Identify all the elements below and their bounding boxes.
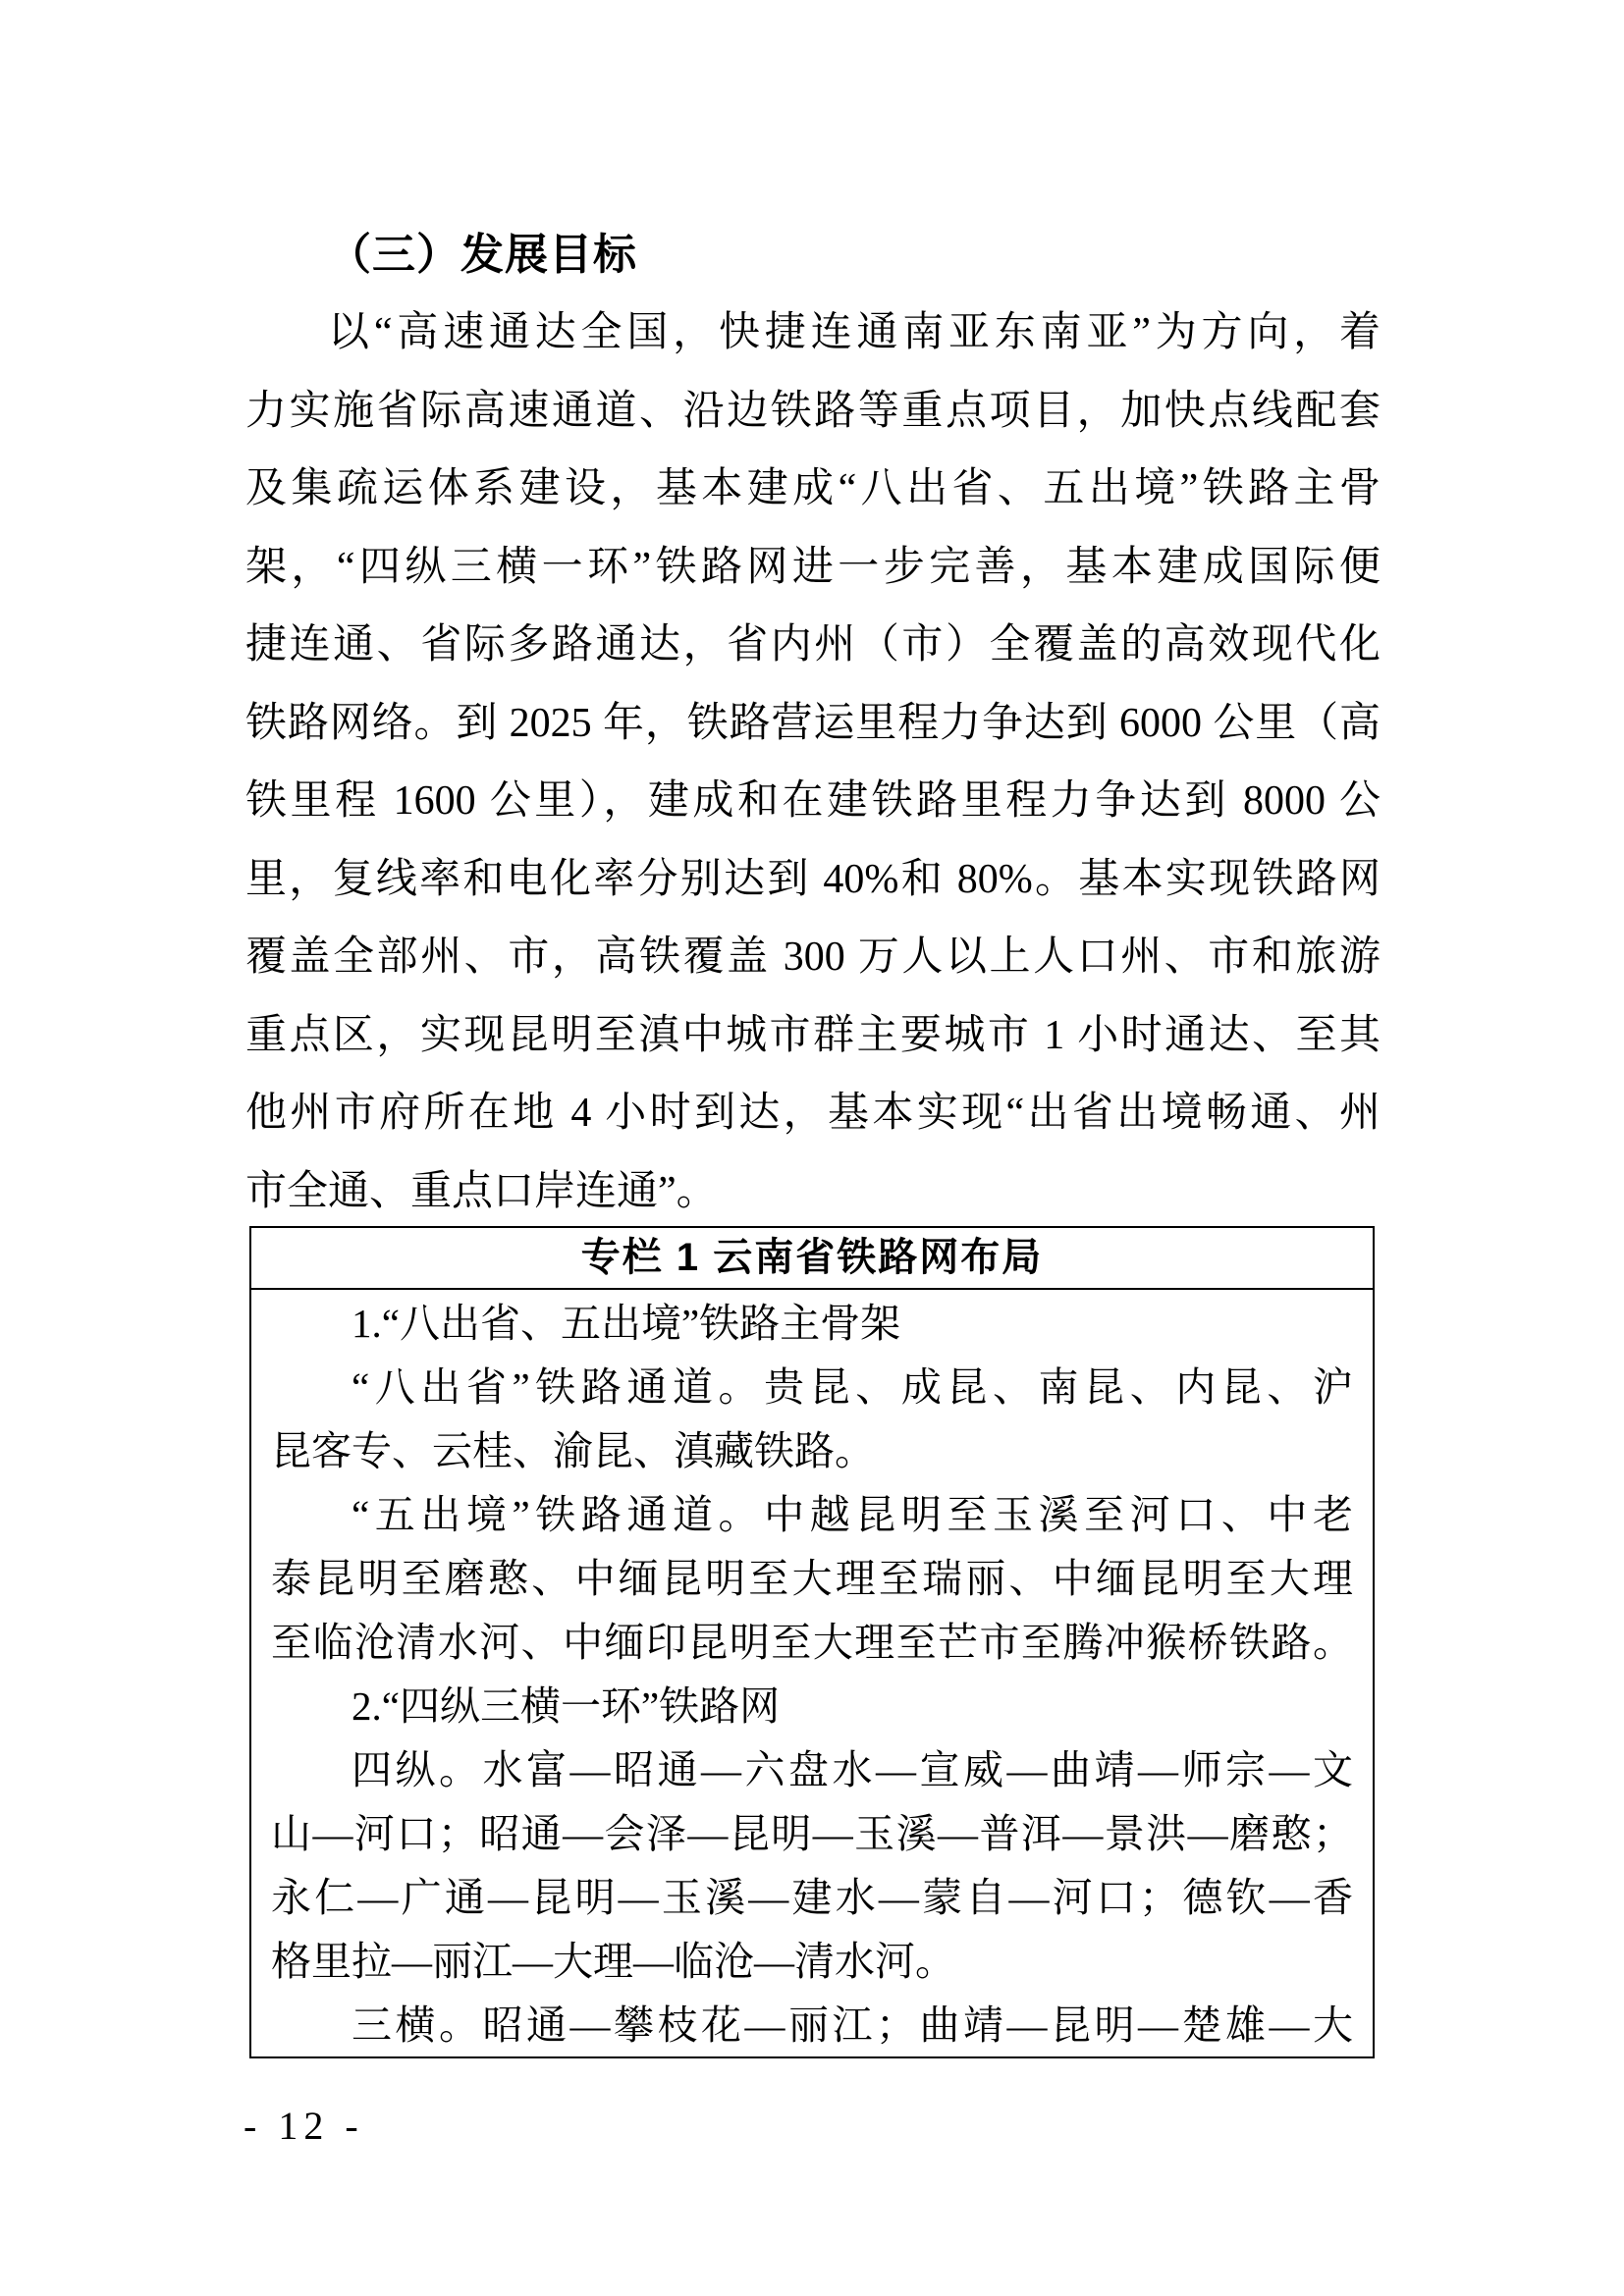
text-line: 铁里程 1600 公里），建成和在建铁路里程力争达到 8000 公 <box>245 778 1380 824</box>
text-line: 至临沧清水河、中缅印昆明至大理至芒市至腾冲猴桥铁路。 <box>271 1620 1353 1665</box>
text-line: 覆盖全部州、市，高铁覆盖 300 万人以上人口州、市和旅游 <box>245 934 1380 980</box>
text-line: 2.“四纵三横一环”铁路网 <box>352 1683 781 1729</box>
text-line: 市全通、重点口岸连通”。 <box>245 1168 718 1214</box>
body-paragraph <box>245 294 1380 1231</box>
section-heading: （三）发展目标 <box>328 231 637 279</box>
text-line: 力实施省际高速通道、沿边铁路等重点项目，加快点线配套 <box>245 388 1380 434</box>
text-line: 重点区，实现昆明至滇中城市群主要城市 1 小时通达、至其 <box>245 1012 1380 1058</box>
text-line: “五出境”铁路通道。中越昆明至玉溪至河口、中老 <box>352 1492 1353 1537</box>
text-line: 永仁—广通—昆明—玉溪—建水—蒙自—河口；德钦—香 <box>271 1875 1353 1920</box>
text-line: 四纵。水富—昭通—六盘水—宣威—曲靖—师宗—文 <box>352 1747 1353 1792</box>
text-line: 昆客专、云桂、渝昆、滇藏铁路。 <box>271 1428 875 1473</box>
text-line: 1.“八出省、五出境”铁路主骨架 <box>352 1301 901 1346</box>
text-line: 泰昆明至磨憨、中缅昆明至大理至瑞丽、中缅昆明至大理 <box>271 1556 1353 1601</box>
text-line: 捷连通、省际多路通达，省内州（市）全覆盖的高效现代化 <box>245 622 1380 667</box>
column-box-title: 专栏 1 云南省铁路网布局 <box>251 1228 1373 1290</box>
text-line: 以“高速通达全国，快捷连通南亚东南亚”为方向，着 <box>328 310 1380 355</box>
text-line: 三横。昭通—攀枝花—丽江；曲靖—昆明—楚雄—大 <box>352 2002 1353 2048</box>
text-line: 里，复线率和电化率分别达到 40%和 80%。基本实现铁路网 <box>245 856 1380 902</box>
column-box <box>249 1226 1375 2058</box>
text-line: 及集疏运体系建设，基本建成“八出省、五出境”铁路主骨 <box>245 466 1380 511</box>
text-line: “八出省”铁路通道。贵昆、成昆、南昆、内昆、沪 <box>352 1364 1353 1410</box>
text-line: 他州市府所在地 4 小时到达，基本实现“出省出境畅通、州 <box>245 1091 1380 1136</box>
text-line: 山—河口；昭通—会泽—昆明—玉溪—普洱—景洪—磨憨； <box>271 1811 1353 1856</box>
page-number: - 12 - <box>244 2104 364 2148</box>
text-line: 铁路网络。到 2025 年，铁路营运里程力争达到 6000 公里（高 <box>245 700 1380 746</box>
text-line: 架，“四纵三横一环”铁路网进一步完善，基本建成国际便 <box>245 544 1380 590</box>
text-line: 格里拉—丽江—大理—临沧—清水河。 <box>271 1939 955 1984</box>
column-box-content <box>251 1290 1373 2057</box>
